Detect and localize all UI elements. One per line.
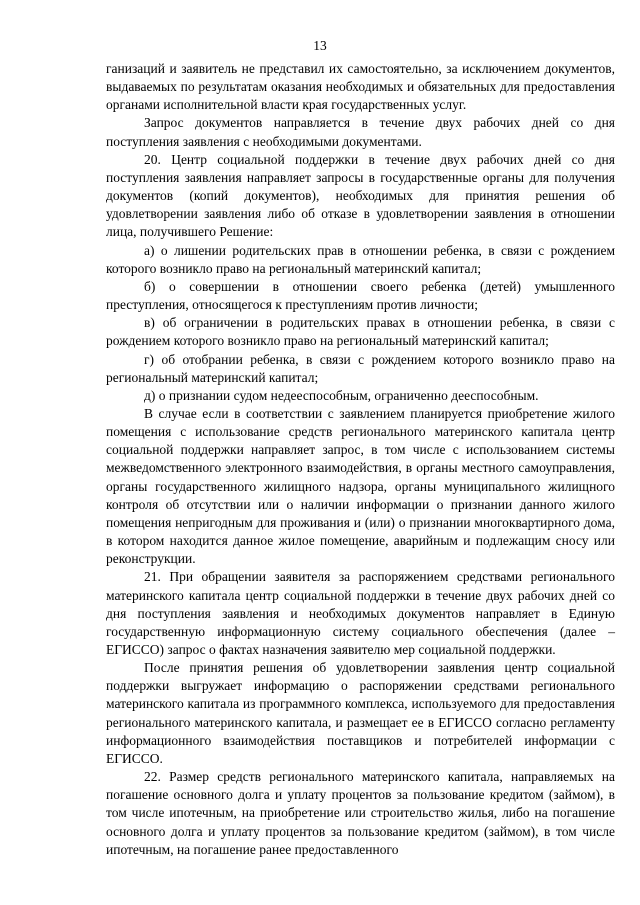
list-item-b: б) о совершении в отношении своего ребенка (детей) умышленного преступления, относящегося к преступлениям против личности; [106,278,615,313]
document-body [106,60,615,859]
paragraph-item-20: 20. Центр социальной поддержки в течение двух рабочих дней со дня поступления заявления направляет запросы в государственные органы для получения документов (копий документов), необходимых для принятия решения об удовлетворении заявления либо об отказе в удовлетворении заявления в отношении лица, получившего Решение: [106,151,615,240]
page-number: 13 [313,38,327,53]
list-item-d: д) о признании судом недееспособным, ограниченно дееспособным. [144,387,539,403]
list-item-g: г) об отобрании ребенка, в связи с рождением которого возникло право на региональный материнский капитал; [106,351,615,385]
list-item-a: а) о лишении родительских прав в отношении ребенка, в связи с рождением которого возникло право на региональный материнский капитал; [106,242,615,276]
paragraph-request-timing: Запрос документов направляется в течение двух рабочих дней со дня поступления заявления с необходимыми документами. [106,115,615,149]
paragraph-housing-case: В случае если в соответствии с заявлением планируется приобретение жилого помещения с использование средств регионального материнского капитала центр социальной поддержки направляет запрос, в том числе с использованием системы межведомственного электронного взаимодействия, в органы местного самоуправления, органы государственного жилищного надзора, органы муниципального жилищного контроля об отсутствии или о наличии информации о признании данного жилого помещения непригодным для проживания и (или) о признании многоквартирного дома, в котором находится данное жилое помещение, аварийным и подлежащим сносу или реконструкции. [106,405,615,567]
paragraph-egisso-upload: После принятия решения об удовлетворении заявления центр социальной поддержки выгружает информацию о распоряжении средствами регионального материнского капитала из программного комплекса, используемого для предоставления регионального материнского капитала, и размещает ее в ЕГИССО согласно регламенту информационного взаимодействия поставщиков и потребителей информации с ЕГИССО. [106,660,615,766]
paragraph-continuation: ганизаций и заявитель не представил их самостоятельно, за исключением документов, выдаваемых по результатам оказания необходимых и обязательных для предоставления органами исполнительной власти края государственных услуг. [106,61,615,113]
paragraph-item-21: 21. При обращении заявителя за распоряжением средствами регионального материнского капитала центр социальной поддержки в течение двух рабочих дней со дня поступления заявления и необходимых документов направляет в Единую государственную информационную систему социального обеспечения (далее – ЕГИССО) запрос о фактах назначения заявителю мер социальной поддержки. [106,569,615,657]
list-item-v: в) об ограничении в родительских правах в отношении ребенка, в связи с рождением которого возникло право на региональный материнский капитал; [106,315,615,349]
paragraph-item-22: 22. Размер средств регионального материнского капитала, направляемых на погашение основного долга и уплату процентов за пользование кредитом (займом), в том числе ипотечным, на приобретение или строительство жилья, либо на погашение основного долга и уплату процентов за пользование кредитом (займом), в том числе ипотечным, на погашение ранее предоставленного [106,769,615,857]
